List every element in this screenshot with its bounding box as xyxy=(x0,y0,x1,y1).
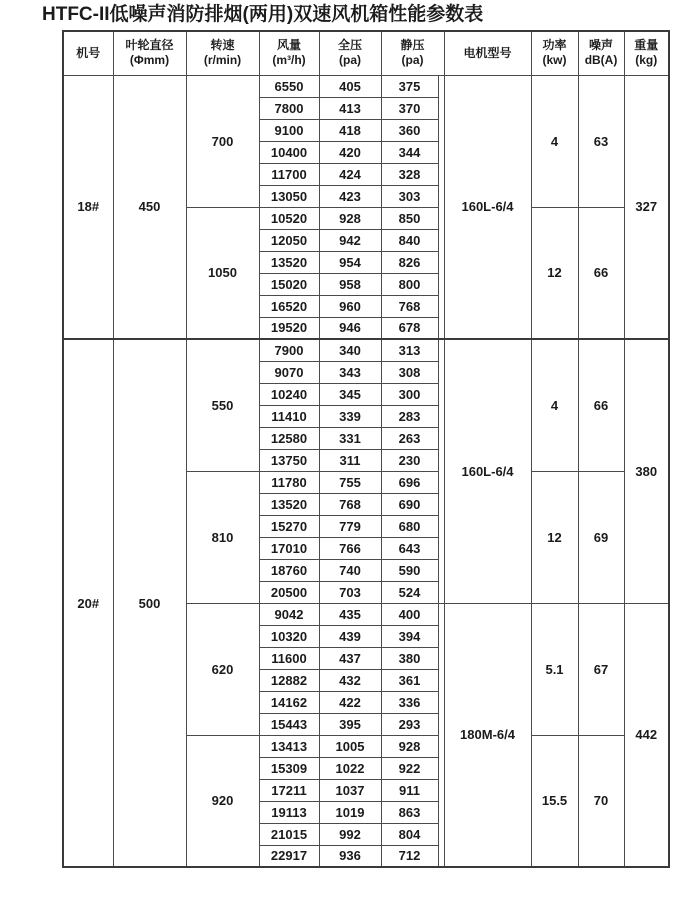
cell-air-volume: 11410 xyxy=(259,405,319,427)
page-title: HTFC-II低噪声消防排烟(两用)双速风机箱性能参数表 xyxy=(42,4,484,25)
col-header-weight: 重量 (kg) xyxy=(624,31,669,75)
cell-static-pressure: 308 xyxy=(381,361,438,383)
cell-air-volume: 18760 xyxy=(259,559,319,581)
cell-power: 12 xyxy=(531,471,578,603)
cell-static-pressure: 524 xyxy=(381,581,438,603)
cell-total-pressure: 766 xyxy=(319,537,381,559)
cell-total-pressure: 395 xyxy=(319,713,381,735)
cell-air-volume: 16520 xyxy=(259,295,319,317)
cell-weight: 442 xyxy=(624,603,669,867)
cell-air-volume: 9070 xyxy=(259,361,319,383)
cell-total-pressure: 1019 xyxy=(319,801,381,823)
col-header-speed: 转速 (r/min) xyxy=(186,31,259,75)
cell-total-pressure: 1005 xyxy=(319,735,381,757)
cell-noise: 66 xyxy=(578,207,624,339)
cell-air-volume: 10400 xyxy=(259,141,319,163)
cell-static-pressure: 911 xyxy=(381,779,438,801)
cell-air-volume: 7800 xyxy=(259,97,319,119)
cell-static-pressure: 313 xyxy=(381,339,438,361)
cell-air-volume: 13750 xyxy=(259,449,319,471)
cell-total-pressure: 435 xyxy=(319,603,381,625)
cell-static-pressure: 375 xyxy=(381,75,438,97)
cell-total-pressure: 437 xyxy=(319,647,381,669)
cell-air-volume: 10520 xyxy=(259,207,319,229)
cell-air-volume: 20500 xyxy=(259,581,319,603)
cell-total-pressure: 340 xyxy=(319,339,381,361)
cell-noise: 66 xyxy=(578,339,624,471)
cell-speed: 620 xyxy=(186,603,259,735)
cell-total-pressure: 424 xyxy=(319,163,381,185)
cell-air-volume: 15309 xyxy=(259,757,319,779)
col-header-static-pressure: 静压 (pa) xyxy=(381,31,444,75)
cell-static-pressure: 263 xyxy=(381,427,438,449)
col-header-impeller-diameter: 叶轮直径 (Φmm) xyxy=(113,31,186,75)
cell-air-volume: 17211 xyxy=(259,779,319,801)
cell-total-pressure: 311 xyxy=(319,449,381,471)
cell-air-volume: 12882 xyxy=(259,669,319,691)
cell-air-volume: 10240 xyxy=(259,383,319,405)
cell-noise: 67 xyxy=(578,603,624,735)
cell-static-pressure: 370 xyxy=(381,97,438,119)
cell-static-pressure: 850 xyxy=(381,207,438,229)
cell-static-pressure: 643 xyxy=(381,537,438,559)
cell-air-volume: 21015 xyxy=(259,823,319,845)
col-header-machine-no: 机号 xyxy=(63,31,113,75)
cell-air-volume: 7900 xyxy=(259,339,319,361)
col-header-air-volume: 风量 (m³/h) xyxy=(259,31,319,75)
cell-total-pressure: 928 xyxy=(319,207,381,229)
cell-speed: 1050 xyxy=(186,207,259,339)
cell-static-pressure: 283 xyxy=(381,405,438,427)
cell-air-volume: 22917 xyxy=(259,845,319,867)
cell-machine-no: 18# xyxy=(63,75,113,339)
cell-speed: 920 xyxy=(186,735,259,867)
table-row xyxy=(63,75,669,97)
cell-total-pressure: 954 xyxy=(319,251,381,273)
cell-static-pressure: 712 xyxy=(381,845,438,867)
cell-air-volume: 13520 xyxy=(259,251,319,273)
cell-total-pressure: 960 xyxy=(319,295,381,317)
cell-total-pressure: 755 xyxy=(319,471,381,493)
performance-table xyxy=(62,30,670,868)
cell-speed: 810 xyxy=(186,471,259,603)
cell-static-pressure: 230 xyxy=(381,449,438,471)
cell-static-pressure: 344 xyxy=(381,141,438,163)
cell-total-pressure: 703 xyxy=(319,581,381,603)
cell-air-volume: 19113 xyxy=(259,801,319,823)
cell-weight: 327 xyxy=(624,75,669,339)
table-row xyxy=(63,339,669,361)
cell-total-pressure: 779 xyxy=(319,515,381,537)
cell-air-volume: 14162 xyxy=(259,691,319,713)
cell-total-pressure: 992 xyxy=(319,823,381,845)
cell-total-pressure: 942 xyxy=(319,229,381,251)
cell-air-volume: 15020 xyxy=(259,273,319,295)
cell-total-pressure: 413 xyxy=(319,97,381,119)
cell-static-pressure: 360 xyxy=(381,119,438,141)
cell-total-pressure: 345 xyxy=(319,383,381,405)
cell-noise: 69 xyxy=(578,471,624,603)
cell-static-pressure: 394 xyxy=(381,625,438,647)
cell-speed: 700 xyxy=(186,75,259,207)
cell-air-volume: 15443 xyxy=(259,713,319,735)
cell-weight: 380 xyxy=(624,339,669,603)
cell-motor-model: 180M-6/4 xyxy=(444,603,531,867)
cell-air-volume: 19520 xyxy=(259,317,319,339)
cell-motor-model: 160L-6/4 xyxy=(444,339,531,603)
cell-total-pressure: 432 xyxy=(319,669,381,691)
cell-total-pressure: 768 xyxy=(319,493,381,515)
cell-total-pressure: 343 xyxy=(319,361,381,383)
table-body xyxy=(63,75,669,867)
cell-static-pressure: 303 xyxy=(381,185,438,207)
cell-air-volume: 12580 xyxy=(259,427,319,449)
cell-total-pressure: 422 xyxy=(319,691,381,713)
cell-power: 12 xyxy=(531,207,578,339)
cell-air-volume: 17010 xyxy=(259,537,319,559)
cell-air-volume: 11700 xyxy=(259,163,319,185)
cell-static-pressure: 922 xyxy=(381,757,438,779)
cell-machine-no: 20# xyxy=(63,339,113,867)
cell-impeller-diameter: 500 xyxy=(113,339,186,867)
cell-impeller-diameter: 450 xyxy=(113,75,186,339)
cell-static-pressure: 336 xyxy=(381,691,438,713)
cell-total-pressure: 1022 xyxy=(319,757,381,779)
cell-noise: 70 xyxy=(578,735,624,867)
cell-power: 4 xyxy=(531,339,578,471)
cell-motor-model: 160L-6/4 xyxy=(444,75,531,339)
cell-air-volume: 10320 xyxy=(259,625,319,647)
cell-static-pressure: 380 xyxy=(381,647,438,669)
cell-total-pressure: 1037 xyxy=(319,779,381,801)
cell-air-volume: 6550 xyxy=(259,75,319,97)
cell-static-pressure: 328 xyxy=(381,163,438,185)
col-header-motor-model: 电机型号 xyxy=(444,31,531,75)
cell-power: 4 xyxy=(531,75,578,207)
cell-air-volume: 13520 xyxy=(259,493,319,515)
cell-total-pressure: 423 xyxy=(319,185,381,207)
cell-static-pressure: 928 xyxy=(381,735,438,757)
cell-static-pressure: 696 xyxy=(381,471,438,493)
cell-static-pressure: 678 xyxy=(381,317,438,339)
cell-static-pressure: 768 xyxy=(381,295,438,317)
cell-air-volume: 11780 xyxy=(259,471,319,493)
cell-static-pressure: 293 xyxy=(381,713,438,735)
cell-static-pressure: 690 xyxy=(381,493,438,515)
cell-power: 15.5 xyxy=(531,735,578,867)
cell-static-pressure: 800 xyxy=(381,273,438,295)
cell-total-pressure: 439 xyxy=(319,625,381,647)
cell-static-pressure: 804 xyxy=(381,823,438,845)
cell-power: 5.1 xyxy=(531,603,578,735)
cell-static-pressure: 400 xyxy=(381,603,438,625)
cell-static-pressure: 863 xyxy=(381,801,438,823)
cell-total-pressure: 418 xyxy=(319,119,381,141)
col-header-total-pressure: 全压 (pa) xyxy=(319,31,381,75)
cell-speed: 550 xyxy=(186,339,259,471)
cell-total-pressure: 331 xyxy=(319,427,381,449)
header-row xyxy=(63,31,669,75)
cell-total-pressure: 339 xyxy=(319,405,381,427)
cell-total-pressure: 740 xyxy=(319,559,381,581)
cell-air-volume: 13413 xyxy=(259,735,319,757)
cell-static-pressure: 300 xyxy=(381,383,438,405)
cell-air-volume: 9042 xyxy=(259,603,319,625)
cell-static-pressure: 840 xyxy=(381,229,438,251)
cell-total-pressure: 420 xyxy=(319,141,381,163)
cell-air-volume: 13050 xyxy=(259,185,319,207)
cell-static-pressure: 680 xyxy=(381,515,438,537)
cell-air-volume: 9100 xyxy=(259,119,319,141)
cell-total-pressure: 958 xyxy=(319,273,381,295)
cell-static-pressure: 826 xyxy=(381,251,438,273)
cell-noise: 63 xyxy=(578,75,624,207)
cell-total-pressure: 936 xyxy=(319,845,381,867)
cell-air-volume: 15270 xyxy=(259,515,319,537)
cell-air-volume: 11600 xyxy=(259,647,319,669)
col-header-power: 功率 (kw) xyxy=(531,31,578,75)
cell-total-pressure: 405 xyxy=(319,75,381,97)
cell-air-volume: 12050 xyxy=(259,229,319,251)
cell-static-pressure: 590 xyxy=(381,559,438,581)
col-header-noise: 噪声 dB(A) xyxy=(578,31,624,75)
cell-static-pressure: 361 xyxy=(381,669,438,691)
cell-total-pressure: 946 xyxy=(319,317,381,339)
